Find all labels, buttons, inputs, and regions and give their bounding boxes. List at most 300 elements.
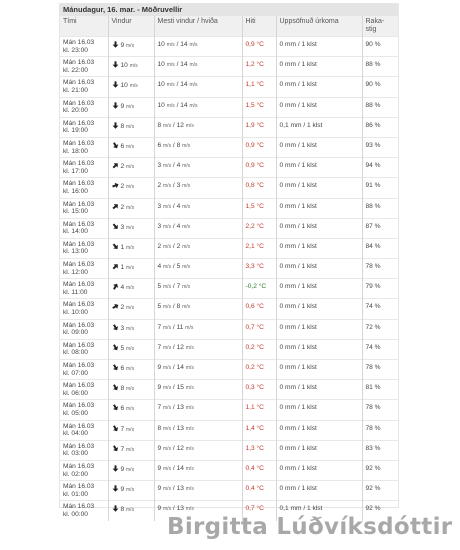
row-day: Mán 16.03 xyxy=(63,180,95,188)
mean-wind: 10 xyxy=(157,61,165,69)
precipitation-cell: 0 mm / 1 klst xyxy=(276,137,362,157)
mean-wind-unit: m/s xyxy=(163,284,172,291)
wind-unit: m/s xyxy=(126,285,135,292)
gust-cell xyxy=(154,158,242,178)
temperature-cell: -0,2 °C xyxy=(242,279,276,299)
gust-cell xyxy=(154,77,242,97)
wind-cell xyxy=(108,360,154,380)
temperature-cell: 0,6 °C xyxy=(242,299,276,319)
wind-unit: m/s xyxy=(126,426,135,433)
mean-wind: 2 xyxy=(157,242,162,250)
wind-speed: 8 xyxy=(120,506,125,514)
gust-speed: 3 xyxy=(176,182,181,190)
gust-separator: / xyxy=(171,162,177,170)
precipitation-cell: 0 mm / 1 klst xyxy=(276,299,362,319)
row-time: kl. 06:00 xyxy=(63,389,88,397)
header-humidity: Raka-stig xyxy=(362,16,398,37)
wind-cell xyxy=(108,218,154,238)
temperature-cell: 0,2 °C xyxy=(242,339,276,359)
row-day: Mán 16.03 xyxy=(63,503,95,511)
wind-direction-arrow-icon xyxy=(112,162,119,169)
row-day: Mán 16.03 xyxy=(63,240,95,248)
gust-separator: / xyxy=(171,424,177,432)
mean-wind: 9 xyxy=(157,485,162,493)
gust-separator: / xyxy=(171,182,177,190)
humidity-cell: 93 % xyxy=(362,137,398,157)
table-row xyxy=(60,440,398,460)
humidity-cell: 94 % xyxy=(362,158,398,178)
temperature-cell: 1,1 °C xyxy=(242,400,276,420)
wind-speed: 2 xyxy=(120,163,125,171)
time-cell xyxy=(60,57,108,77)
wind-direction-arrow-icon xyxy=(112,465,119,472)
temperature-cell: 0,4 °C xyxy=(242,460,276,480)
wind-cell xyxy=(108,339,154,359)
gust-separator: / xyxy=(171,202,177,210)
wind-cell xyxy=(108,299,154,319)
mean-wind-unit: m/s xyxy=(163,486,172,493)
gust-unit: m/s xyxy=(189,62,198,69)
humidity-cell: 92 % xyxy=(362,460,398,480)
humidity-cell: 72 % xyxy=(362,319,398,339)
gust-cell xyxy=(154,238,242,258)
gust-separator: / xyxy=(171,323,177,331)
gust-cell xyxy=(154,259,242,279)
row-time: kl. 21:00 xyxy=(63,86,88,94)
row-time: kl. 12:00 xyxy=(63,268,88,276)
gust-cell xyxy=(154,460,242,480)
wind-cell xyxy=(108,440,154,460)
precipitation-cell: 0 mm / 1 klst xyxy=(276,97,362,117)
gust-separator: / xyxy=(171,343,177,351)
mean-wind-unit: m/s xyxy=(163,405,172,412)
wind-unit: m/s xyxy=(126,184,135,191)
precipitation-cell: 0 mm / 1 klst xyxy=(276,77,362,97)
precipitation-cell: 0 mm / 1 klst xyxy=(276,57,362,77)
mean-wind: 10 xyxy=(157,81,165,89)
humidity-cell: 88 % xyxy=(362,97,398,117)
wind-speed: 10 xyxy=(120,62,128,70)
gust-cell xyxy=(154,97,242,117)
table-row xyxy=(60,37,398,57)
wind-cell xyxy=(108,198,154,218)
mean-wind-unit: m/s xyxy=(163,183,172,190)
gust-speed: 4 xyxy=(176,202,181,210)
wind-unit: m/s xyxy=(126,345,135,352)
wind-speed: 6 xyxy=(120,142,125,150)
time-cell xyxy=(60,198,108,218)
mean-wind-unit: m/s xyxy=(163,203,172,210)
wind-unit: m/s xyxy=(126,143,135,150)
gust-separator: / xyxy=(174,101,181,109)
wind-direction-arrow-icon xyxy=(112,61,119,68)
table-row xyxy=(60,158,398,178)
time-cell xyxy=(60,319,108,339)
wind-cell xyxy=(108,319,154,339)
wind-cell xyxy=(108,238,154,258)
wind-cell xyxy=(108,37,154,57)
gust-separator: / xyxy=(171,464,177,472)
row-time: kl. 20:00 xyxy=(63,107,88,115)
table-row xyxy=(60,319,398,339)
gust-unit: m/s xyxy=(182,304,191,311)
gust-cell xyxy=(154,57,242,77)
mean-wind: 9 xyxy=(157,505,162,513)
wind-speed: 2 xyxy=(120,304,125,312)
wind-cell xyxy=(108,279,154,299)
gust-cell xyxy=(154,420,242,440)
time-cell xyxy=(60,279,108,299)
temperature-cell: 0,9 °C xyxy=(242,37,276,57)
row-day: Mán 16.03 xyxy=(63,382,95,390)
wind-direction-arrow-icon xyxy=(112,283,119,290)
wind-direction-arrow-icon xyxy=(112,384,119,391)
humidity-cell: 87 % xyxy=(362,218,398,238)
gust-separator: / xyxy=(171,444,177,452)
time-cell xyxy=(60,501,108,521)
humidity-cell: 92 % xyxy=(362,501,398,521)
gust-separator: / xyxy=(171,242,177,250)
table-row xyxy=(60,238,398,258)
gust-speed: 8 xyxy=(176,303,181,311)
wind-speed: 4 xyxy=(120,284,125,292)
row-time: kl. 22:00 xyxy=(63,66,88,74)
gust-separator: / xyxy=(171,505,177,513)
gust-unit: m/s xyxy=(185,445,194,452)
temperature-cell: 2,1 °C xyxy=(242,238,276,258)
humidity-cell: 78 % xyxy=(362,400,398,420)
gust-speed: 11 xyxy=(176,323,184,331)
wind-cell xyxy=(108,481,154,501)
header-time: Tími xyxy=(60,16,108,37)
temperature-cell: 1,1 °C xyxy=(242,77,276,97)
wind-direction-arrow-icon xyxy=(112,203,119,210)
gust-cell xyxy=(154,218,242,238)
wind-cell xyxy=(108,400,154,420)
mean-wind-unit: m/s xyxy=(166,82,175,89)
mean-wind-unit: m/s xyxy=(166,42,175,48)
row-day: Mán 16.03 xyxy=(63,462,95,470)
row-time: kl. 08:00 xyxy=(63,349,88,357)
humidity-cell: 83 % xyxy=(362,440,398,460)
precipitation-cell: 0 mm / 1 klst xyxy=(276,158,362,178)
row-day: Mán 16.03 xyxy=(63,220,95,228)
wind-speed: 8 xyxy=(120,385,125,393)
table-row xyxy=(60,57,398,77)
gust-cell xyxy=(154,440,242,460)
time-cell xyxy=(60,37,108,57)
temperature-cell: 1,9 °C xyxy=(242,117,276,137)
temperature-cell: 0,7 °C xyxy=(242,501,276,521)
precipitation-cell: 0 mm / 1 klst xyxy=(276,37,362,57)
mean-wind-unit: m/s xyxy=(166,62,175,69)
wind-unit: m/s xyxy=(126,224,135,231)
humidity-cell: 88 % xyxy=(362,198,398,218)
wind-unit: m/s xyxy=(126,386,135,393)
gust-speed: 4 xyxy=(176,162,181,170)
wind-speed: 9 xyxy=(120,486,125,494)
row-day: Mán 16.03 xyxy=(63,341,95,349)
wind-unit: m/s xyxy=(126,204,135,211)
gust-speed: 7 xyxy=(176,283,181,291)
wind-direction-arrow-icon xyxy=(112,505,119,512)
weather-table-panel xyxy=(59,3,399,518)
mean-wind: 3 xyxy=(157,162,162,170)
row-day: Mán 16.03 xyxy=(63,281,95,289)
temperature-cell: 1,5 °C xyxy=(242,97,276,117)
table-row xyxy=(60,198,398,218)
gust-cell xyxy=(154,319,242,339)
wind-direction-arrow-icon xyxy=(112,404,119,411)
wind-cell xyxy=(108,460,154,480)
gust-separator: / xyxy=(171,404,177,412)
table-row xyxy=(60,380,398,400)
temperature-cell: 0,7 °C xyxy=(242,319,276,339)
gust-unit: m/s xyxy=(185,385,194,392)
row-day: Mán 16.03 xyxy=(63,301,95,309)
mean-wind-unit: m/s xyxy=(163,385,172,392)
wind-direction-arrow-icon xyxy=(112,263,119,270)
gust-unit: m/s xyxy=(182,264,191,271)
gust-speed: 12 xyxy=(176,121,184,129)
wind-direction-arrow-icon xyxy=(112,102,119,109)
wind-direction-arrow-icon xyxy=(112,243,119,250)
row-time: kl. 18:00 xyxy=(63,147,88,155)
watermark-signature: Birgitta Lúðvíksdóttir xyxy=(167,514,453,540)
time-cell xyxy=(60,481,108,501)
header-gust: Mesti vindur / hviða xyxy=(154,16,242,37)
gust-cell xyxy=(154,481,242,501)
wind-speed: 1 xyxy=(120,264,125,272)
gust-unit: m/s xyxy=(185,405,194,412)
mean-wind: 7 xyxy=(157,323,162,331)
time-cell xyxy=(60,158,108,178)
precipitation-cell: 0 mm / 1 klst xyxy=(276,440,362,460)
table-body xyxy=(60,37,398,521)
humidity-cell: 84 % xyxy=(362,238,398,258)
wind-speed: 3 xyxy=(120,324,125,332)
mean-wind: 5 xyxy=(157,303,162,311)
temperature-cell: 0,3 °C xyxy=(242,380,276,400)
wind-unit: m/s xyxy=(126,305,135,312)
precipitation-cell: 0 mm / 1 klst xyxy=(276,420,362,440)
gust-separator: / xyxy=(171,485,177,493)
row-day: Mán 16.03 xyxy=(63,483,95,491)
wind-cell xyxy=(108,158,154,178)
humidity-cell: 79 % xyxy=(362,279,398,299)
row-day: Mán 16.03 xyxy=(63,119,95,127)
mean-wind: 9 xyxy=(157,384,162,392)
gust-separator: / xyxy=(171,121,177,129)
gust-speed: 4 xyxy=(176,222,181,230)
wind-speed: 2 xyxy=(120,203,125,211)
gust-unit: m/s xyxy=(189,42,198,48)
gust-speed: 8 xyxy=(176,141,181,149)
table-row xyxy=(60,339,398,359)
gust-speed: 13 xyxy=(176,485,184,493)
time-cell xyxy=(60,380,108,400)
gust-speed: 14 xyxy=(180,61,188,69)
gust-speed: 14 xyxy=(180,101,188,109)
gust-separator: / xyxy=(171,222,177,230)
gust-separator: / xyxy=(171,283,177,291)
mean-wind-unit: m/s xyxy=(163,344,172,351)
gust-speed: 14 xyxy=(180,81,188,89)
temperature-cell: 0,8 °C xyxy=(242,178,276,198)
mean-wind-unit: m/s xyxy=(163,223,172,230)
precipitation-cell: 0 mm / 1 klst xyxy=(276,481,362,501)
row-time: kl. 23:00 xyxy=(63,46,88,54)
precipitation-cell: 0 mm / 1 klst xyxy=(276,460,362,480)
mean-wind-unit: m/s xyxy=(163,243,172,250)
wind-cell xyxy=(108,97,154,117)
precipitation-cell: 0 mm / 1 klst xyxy=(276,400,362,420)
humidity-cell: 81 % xyxy=(362,380,398,400)
wind-unit: m/s xyxy=(126,507,135,514)
row-day: Mán 16.03 xyxy=(63,79,95,87)
row-time: kl. 15:00 xyxy=(63,208,88,216)
temperature-cell: 2,2 °C xyxy=(242,218,276,238)
mean-wind: 9 xyxy=(157,364,162,371)
gust-separator: / xyxy=(174,61,181,69)
wind-cell xyxy=(108,178,154,198)
gust-unit: m/s xyxy=(185,324,194,331)
mean-wind: 8 xyxy=(157,424,162,432)
precipitation-cell: 0 mm / 1 klst xyxy=(276,380,362,400)
wind-cell xyxy=(108,137,154,157)
gust-unit: m/s xyxy=(182,183,191,190)
table-row xyxy=(60,460,398,480)
wind-direction-arrow-icon xyxy=(112,81,119,88)
gust-speed: 14 xyxy=(176,464,184,472)
precipitation-cell: 0 mm / 1 klst xyxy=(276,178,362,198)
wind-cell xyxy=(108,77,154,97)
row-day: Mán 16.03 xyxy=(63,261,95,269)
wind-cell xyxy=(108,420,154,440)
temperature-cell: 3,3 °C xyxy=(242,259,276,279)
humidity-cell: 78 % xyxy=(362,259,398,279)
precipitation-cell: 0 mm / 1 klst xyxy=(276,279,362,299)
gust-separator: / xyxy=(174,41,181,48)
gust-cell xyxy=(154,299,242,319)
mean-wind: 10 xyxy=(157,101,165,109)
time-cell xyxy=(60,218,108,238)
mean-wind: 2 xyxy=(157,182,162,190)
mean-wind: 5 xyxy=(157,283,162,291)
gust-separator: / xyxy=(171,364,177,371)
gust-cell xyxy=(154,400,242,420)
time-cell xyxy=(60,97,108,117)
wind-direction-arrow-icon xyxy=(112,485,119,492)
gust-cell xyxy=(154,117,242,137)
humidity-cell: 74 % xyxy=(362,299,398,319)
gust-unit: m/s xyxy=(185,425,194,432)
row-time: kl. 14:00 xyxy=(63,228,88,236)
row-day: Mán 16.03 xyxy=(63,160,95,168)
gust-unit: m/s xyxy=(185,122,194,129)
mean-wind: 6 xyxy=(157,141,162,149)
time-cell xyxy=(60,420,108,440)
gust-cell xyxy=(154,279,242,299)
table-row xyxy=(60,77,398,97)
precipitation-cell: 0 mm / 1 klst xyxy=(276,198,362,218)
wind-speed: 10 xyxy=(120,82,128,90)
wind-unit: m/s xyxy=(126,325,135,332)
wind-speed: 6 xyxy=(120,365,125,372)
wind-unit: m/s xyxy=(126,244,135,251)
gust-unit: m/s xyxy=(185,344,194,351)
gust-unit: m/s xyxy=(185,465,194,472)
gust-speed: 2 xyxy=(176,242,181,250)
temperature-cell: 1,2 °C xyxy=(242,57,276,77)
humidity-cell: 86 % xyxy=(362,117,398,137)
gust-unit: m/s xyxy=(182,163,191,170)
time-cell xyxy=(60,117,108,137)
row-time: kl. 10:00 xyxy=(63,309,88,317)
gust-separator: / xyxy=(174,81,181,89)
wind-direction-arrow-icon xyxy=(112,223,119,230)
wind-speed: 7 xyxy=(120,425,125,433)
gust-unit: m/s xyxy=(189,102,198,109)
gust-cell xyxy=(154,339,242,359)
gust-separator: / xyxy=(171,263,177,271)
table-row xyxy=(60,299,398,319)
precipitation-cell: 0 mm / 1 klst xyxy=(276,319,362,339)
time-cell xyxy=(60,238,108,258)
gust-speed: 14 xyxy=(176,364,184,371)
gust-unit: m/s xyxy=(185,506,194,513)
row-time: kl. 02:00 xyxy=(63,470,88,478)
gust-unit: m/s xyxy=(182,284,191,291)
gust-speed: 13 xyxy=(176,404,184,412)
gust-unit: m/s xyxy=(182,243,191,250)
wind-direction-arrow-icon xyxy=(112,344,119,351)
temperature-cell: 1,5 °C xyxy=(242,198,276,218)
row-time: kl. 17:00 xyxy=(63,167,88,175)
gust-cell xyxy=(154,37,242,57)
table-row xyxy=(60,178,398,198)
table-row xyxy=(60,97,398,117)
time-cell xyxy=(60,440,108,460)
wind-speed: 2 xyxy=(120,183,125,191)
humidity-cell: 78 % xyxy=(362,360,398,380)
wind-direction-arrow-icon xyxy=(112,142,119,149)
wind-unit: m/s xyxy=(126,366,135,372)
row-day: Mán 16.03 xyxy=(63,39,95,46)
temperature-cell: 0,4 °C xyxy=(242,481,276,501)
precipitation-cell: 0 mm / 1 klst xyxy=(276,259,362,279)
wind-unit: m/s xyxy=(126,446,135,453)
row-time: kl. 09:00 xyxy=(63,329,88,337)
wind-direction-arrow-icon xyxy=(112,122,119,129)
row-day: Mán 16.03 xyxy=(63,362,95,369)
gust-separator: / xyxy=(171,303,177,311)
precipitation-cell: 0 mm / 1 klst xyxy=(276,339,362,359)
header-temp: Hiti xyxy=(242,16,276,37)
wind-unit: m/s xyxy=(126,466,135,473)
mean-wind-unit: m/s xyxy=(163,465,172,472)
row-time: kl. 19:00 xyxy=(63,127,88,135)
time-cell xyxy=(60,400,108,420)
row-day: Mán 16.03 xyxy=(63,99,95,107)
temperature-cell: 0,9 °C xyxy=(242,137,276,157)
row-time: kl. 04:00 xyxy=(63,430,88,438)
wind-cell xyxy=(108,380,154,400)
table-row xyxy=(60,481,398,501)
wind-speed: 8 xyxy=(120,122,125,130)
mean-wind-unit: m/s xyxy=(163,445,172,452)
table-row xyxy=(60,218,398,238)
